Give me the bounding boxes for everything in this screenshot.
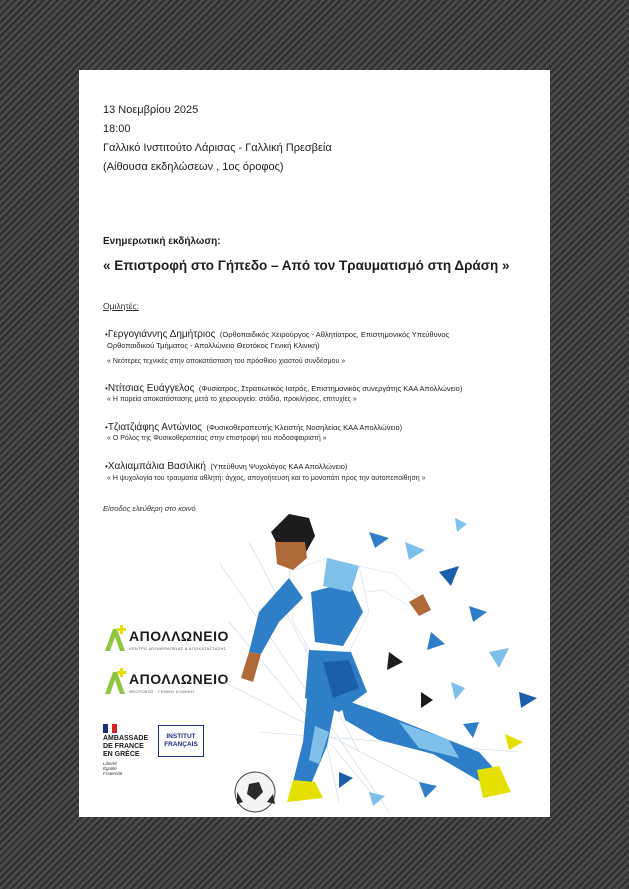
shard	[469, 606, 487, 622]
free-entry-note: Είσοδος ελεύθερη στο κοινό	[103, 504, 196, 513]
apolloneio-rehab-logo	[103, 625, 229, 658]
player-left-hand	[241, 652, 261, 682]
event-date: 13 Νοεμβρίου 2025	[103, 104, 199, 116]
ambassade-france-logo	[103, 724, 148, 776]
institut-francais-logo	[158, 725, 204, 757]
shard	[519, 692, 537, 708]
speaker-item	[105, 417, 402, 435]
speaker-bullet: •	[105, 384, 108, 393]
flyer-page	[79, 70, 550, 817]
apolloneio-logo-subtitle: ΘΕΟΤΟΚΟΣ · ΓΕΝΙΚΗ ΚΛΙΝΙΚΗ	[129, 689, 195, 694]
low-poly-shards	[339, 518, 537, 806]
player-back-boot	[477, 766, 511, 798]
speaker-talk-title: « Ο Ρόλος της Φυσικοθεραπείας στην επιστροφή του ποδοσφαιριστή »	[107, 435, 327, 442]
speaker-name: Χαλιαμπάλια Βασιλική	[107, 461, 206, 472]
ambassade-line: AMBASSADE	[103, 735, 149, 742]
shard	[387, 652, 403, 670]
shard	[419, 782, 437, 798]
speaker-bullet: •	[105, 423, 108, 432]
ambassade-line: DE FRANCE	[103, 743, 144, 750]
speaker-item	[105, 324, 449, 342]
speakers-label: Ομιλητές:	[103, 301, 139, 311]
shard	[463, 722, 479, 738]
speaker-item	[105, 378, 462, 396]
speaker-role: (Ορθοπαιδικός Χειρούργος - Αθλητίατρος, Επιστημονικός Υπεύθυνος	[219, 330, 450, 339]
speaker-item	[105, 456, 347, 474]
event-room: (Αίθουσα εκδηλώσεων , 1ος όροφος)	[103, 161, 284, 173]
institut-line: INSTITUT	[166, 733, 196, 740]
shard	[405, 542, 425, 560]
ambassade-motto: Égalité	[103, 766, 117, 771]
ambassade-line: EN GRÈCE	[103, 751, 140, 758]
apolloneio-logo-name: ΑΠΟΛΛΩΝΕΙΟ	[129, 628, 229, 644]
speaker-talk-title: « Νεότερες τεχνικές στην αποκατάσταση του πρόσθιου χιαστού συνδέσμου »	[107, 358, 346, 365]
apolloneio-clinic-logo	[103, 668, 229, 701]
apolloneio-logo-icon	[103, 668, 129, 696]
shard	[505, 734, 523, 750]
speaker-talk-title: « Η πορεία αποκατάστασης μετά το χειρουργείο: στάδια, προκλήσεις, επιτυχίες »	[107, 396, 357, 403]
event-venue: Γαλλικό Ινστιτούτο Λάρισας - Γαλλική Πρεσβεία	[103, 142, 332, 154]
player-front-boot	[287, 780, 323, 802]
institut-line: FRANÇAIS	[164, 741, 198, 748]
speaker-role: (Φυσικοθεραπευτής Κλειστής Νοσηλείας ΚΑΑ Απολλώνειο)	[206, 423, 403, 432]
speaker-name: Γεργογιάννης Δημήτριος	[107, 329, 216, 340]
speaker-name: Τζιατζιάφης Αντώνιος	[107, 422, 202, 433]
shard	[339, 772, 353, 788]
football-player-illustration	[219, 502, 549, 814]
speaker-bullet: •	[105, 462, 108, 471]
shard	[489, 648, 509, 668]
shard	[421, 692, 433, 708]
shard	[369, 792, 385, 806]
speaker-talk-title: « Η ψυχολογία του τραυματία αθλητή: άγχος, απογοήτευση και το μονοπάτι προς την αυτοπεποίθηση »	[107, 475, 426, 482]
marianne-flag-icon	[103, 724, 117, 733]
speaker-role: (Φυσίατρος, Στρατιωτικός Ιατρός, Επιστημονικός συνεργάτης ΚΑΑ Απολλώνειο)	[198, 384, 463, 393]
shard	[455, 518, 467, 532]
shard	[439, 566, 459, 586]
shard	[427, 632, 445, 650]
ambassade-motto: Liberté	[103, 761, 117, 766]
apolloneio-logo-subtitle: ΚΕΝΤΡΟ ΑΠΟΘΕΡΑΠΕΙΑΣ & ΑΠΟΚΑΤΑΣΤΑΣΗΣ	[129, 646, 227, 651]
apolloneio-logo-name: ΑΠΟΛΛΩΝΕΙΟ	[129, 671, 229, 687]
shard	[369, 532, 389, 548]
event-time: 18:00	[103, 123, 131, 135]
speaker-name: Ντίτσιας Ευάγγελος	[107, 383, 195, 394]
event-type-label: Ενημερωτική εκδήλωση:	[103, 236, 221, 247]
event-title: « Επιστροφή στο Γήπεδο – Από τον Τραυματισμό στη Δράση »	[103, 258, 510, 273]
ambassade-motto: Fraternité	[103, 771, 123, 776]
speaker-role: (Υπεύθυνη Ψυχολόγος ΚΑΑ Απολλώνειο)	[210, 462, 348, 471]
speaker-bullet: •	[105, 330, 108, 339]
apolloneio-logo-icon	[103, 625, 129, 653]
speaker-role-continued: Ορθοπαιδικού Τμήματος - Απολλώνειο Θεοτόκος Γενική Κλινική)	[107, 341, 320, 350]
player-face	[275, 542, 307, 570]
player-right-arm	[359, 566, 419, 606]
shard	[451, 682, 465, 700]
